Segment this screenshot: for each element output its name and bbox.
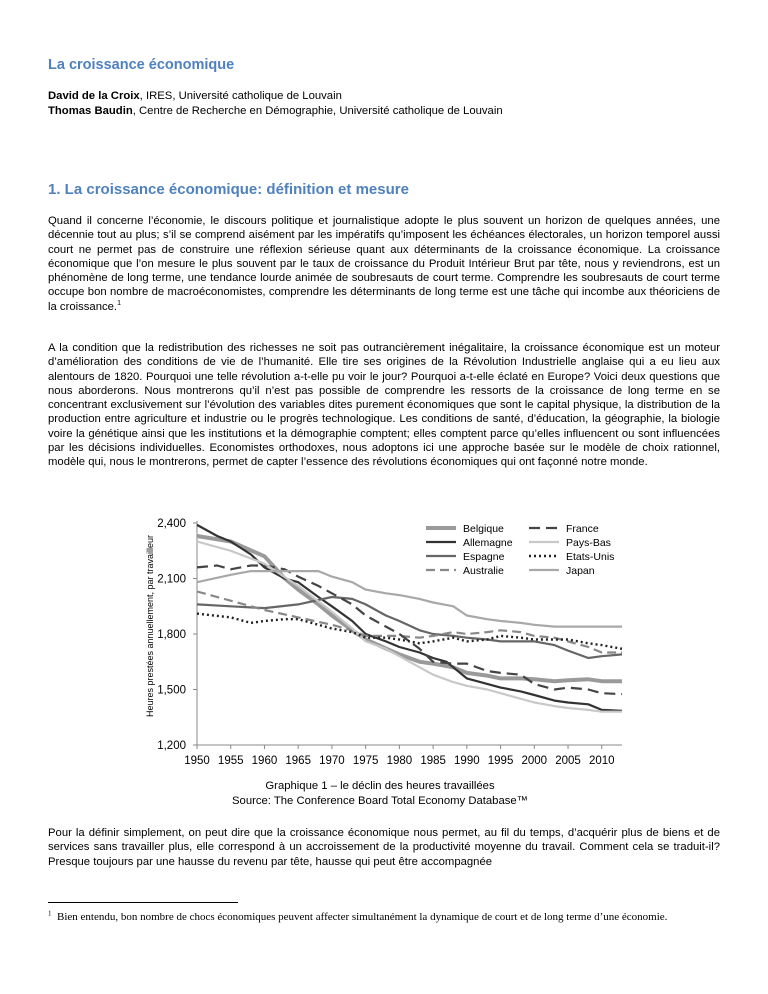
author-name: Thomas Baudin [48,105,133,117]
author-affiliation: , IRES, Université catholique de Louvain [139,90,342,102]
y-axis-label: Heures prestées annuellement, par travailleur [145,534,155,718]
legend-label: France [566,523,599,535]
legend-label: Espagne [463,551,505,563]
legend-label: Belgique [463,523,504,535]
y-tick-label: 1,200 [157,740,186,752]
footnote-mark[interactable]: 1 [117,300,121,308]
x-tick-label: 1975 [352,755,379,767]
chart-lines [197,525,622,712]
page-title: La croissance économique [48,57,235,73]
x-tick-label: 1955 [217,755,244,767]
legend-label: Pays-Bas [566,537,611,549]
x-tick-label: 1960 [251,755,278,767]
author-name: David de la Croix [48,90,140,102]
footnote-number: 1 [48,909,52,918]
x-tick-label: 1980 [386,755,413,767]
section-heading: 1. La croissance économique: définition et mesure [48,181,409,198]
series-line-japan [197,571,622,627]
x-tick-label: 1950 [184,755,210,767]
series-line-australie [197,592,622,653]
x-tick-label: 2010 [588,755,615,767]
legend-label: Etats-Unis [566,551,615,563]
figure-caption [100,779,660,808]
legend-label: Japan [566,565,595,577]
author-affiliation: , Centre de Recherche en Démographie, Université catholique de Louvain [132,105,503,117]
caption-source: Source: The Conference Board Total Economy Database™ [232,794,528,807]
x-tick-label: 1985 [420,755,446,767]
y-tick-label: 2,100 [157,573,186,586]
y-tick-label: 2,400 [157,518,186,530]
x-tick-label: 1990 [454,755,480,767]
paragraph-2: A la condition que la redistribution des richesses ne soit pas outrancièrement inégalitaire, la croissance économique est un moteur d’amélioration des conditions de vie de l’humanité. Elle tire ses origines de la Révolution Industrielle anglaise qui a eu lieu aux alentours de 1820. Pourquoi une telle révolution a-t-elle pu voir le jour? Pourquoi a-t-elle éclaté en Europe? Voici deux questions que nous aborderons. Nous montrerons qu’il n’est pas possible de comprendre les ressorts de la croissance de long terme en se concentrant exclusivement sur l’évolution des variables dites purement économiques que sont le capital physique, la distribution de la production entre agriculture et industrie ou le progrès technologique. Les conditions de santé, d’éducation, la géographie, la biologie voire la génétique ainsi que les institutions et la démographie comptent; elles comptent parce qu’elles influencent ou sont influencées par les décisions individuelles. Economistes orthodoxes, nous adoptons ici une approche basée sur le modèle de choix rationnel, modèle qui, nous le montrerons, permet de capter l’essence des révolutions économiques qui ont façonné notre monde. [48,342,720,469]
legend-label: Allemagne [463,537,513,549]
y-tick-label: 1,500 [157,684,186,697]
x-tick-label: 1995 [487,755,514,767]
chart-legend [426,523,614,577]
footnote-text: Bien entendu, bon nombre de chocs économiques peuvent affecter simultanément la dynamique de court et de long terme d’une économie. [57,911,668,923]
footnote [48,910,720,924]
x-tick-label: 2005 [555,755,581,767]
legend-label: Australie [463,565,504,577]
paragraph-1-text: Quand il concerne l’économie, le discours politique et journalistique adopte le plus souvent un horizon de quelques années, une décennie tout au plus; s’il se comprend aisément par les impératifs qu’imposent les échéances électorales, un horizon temporel aussi court ne permet pas de construire une réflexion sérieuse quant aux déterminants de la croissance économique. La croissance économique que l’on mesure le plus souvent par le taux de croissance du Produit Intérieur Brut par tête, nous y reviendrons, est un phénomène de long terme, une tendance lourde animée de soubresauts de court terme. Comprendre les soubresauts de court terme occupe bon nombre de macroéconomistes, comprendre les déterminants de long terme est une tâche qui incombe aux théoriciens de la croissance. [48,215,720,313]
paragraph-3: Pour la définir simplement, on peut dire que la croissance économique nous permet, au fil du temps, d’acquérir plus de biens et de services sans travailler plus, elle correspond à un accroissement de la productivité moyenne du travail. Comment cela se traduit-il? Presque toujours par une hausse du revenu par tête, hausse qui peut être accompagnée [48,827,720,868]
x-tick-label: 1970 [319,755,345,767]
y-tick-label: 1,800 [157,629,186,641]
footnote-separator [48,902,238,903]
caption-title: Graphique 1 – le déclin des heures travaillées [265,780,495,792]
x-tick-label: 2000 [521,755,548,767]
series-line-france [197,566,622,695]
series-line-etats-unis [197,614,622,649]
x-tick-label: 1965 [285,755,311,767]
